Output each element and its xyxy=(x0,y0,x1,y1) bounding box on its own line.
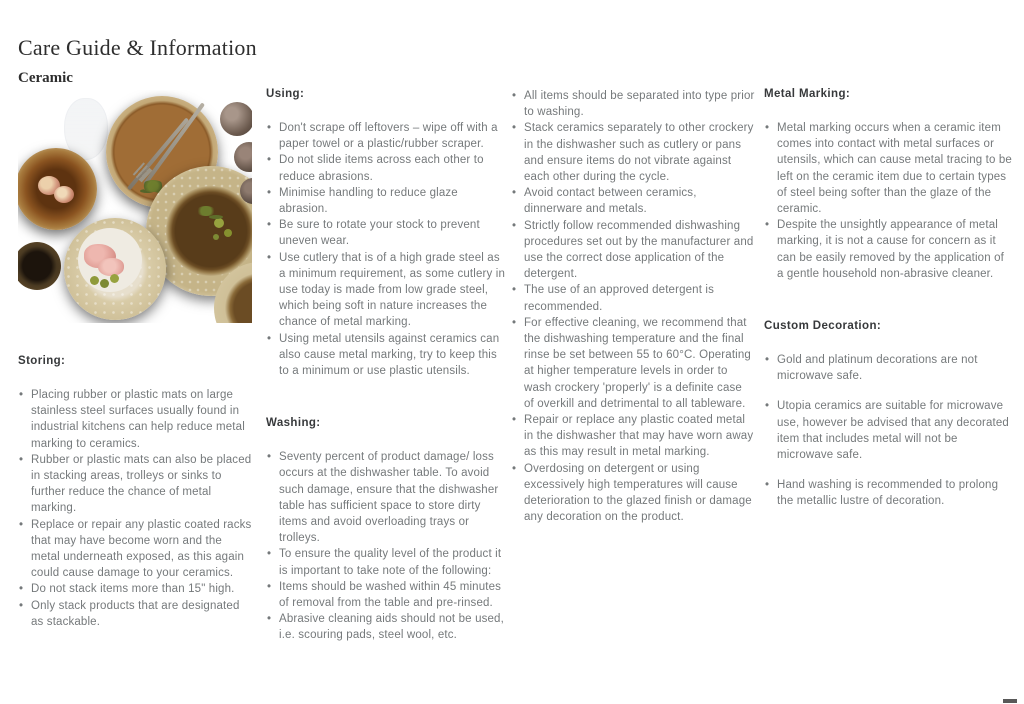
metal-marking-list xyxy=(764,120,1012,282)
herb-garnish xyxy=(196,206,216,216)
using-list xyxy=(266,120,506,379)
bullet-item: • To ensure the quality level of the product it is important to take note of the following: xyxy=(266,546,506,578)
bullet-item: • Hand washing is recommended to prolong the metallic lustre of decoration. xyxy=(764,477,1012,509)
bullet-item: • For effective cleaning, we recommend that the dishwashing temperature and the final rinse be set between 55 to 60°C. Operating at higher temperature levels in order to wash crockery 'properly' is a definite case of overkill and detrimental to all tableware. xyxy=(511,315,755,412)
bullet-item: • Be sure to rotate your stock to prevent uneven wear. xyxy=(266,217,506,249)
metal-pot xyxy=(220,102,252,136)
using-heading: Using: xyxy=(266,88,305,100)
storing-heading: Storing: xyxy=(18,355,66,367)
bullet-item: • Gold and platinum decorations are not microwave safe. xyxy=(764,352,1012,384)
column-washing-continued xyxy=(511,88,755,525)
bullet-item: • Don't scrape off leftovers – wipe off with a paper towel or a plastic/rubber scraper. xyxy=(266,120,506,152)
bullet-item: • Utopia ceramics are suitable for microwave use, however be advised that any decorated item that includes metal will not be microwave safe. xyxy=(764,398,1012,463)
bullet-item: • Use cutlery that is of a high grade steel as a minimum requirement, as some cutlery in use today is made from low grade steel, which being soft in nature increases the chance of metal marking. xyxy=(266,250,506,331)
bullet-item: • Stack ceramics separately to other crockery in the dishwasher such as cutlery or pans and ensure items do not vibrate against each other during the cycle. xyxy=(511,120,755,185)
bullet-item: • Overdosing on detergent or using excessively high temperatures will cause deterioration to the glazed finish or damage any decoration on the product. xyxy=(511,461,755,526)
section-washing xyxy=(266,417,506,643)
bullet-item: • Rubber or plastic mats can also be placed in stacking areas, trolleys or sinks to further reduce the chance of metal marking. xyxy=(18,452,252,517)
bullet-item: • Metal marking occurs when a ceramic item comes into contact with metal surfaces or utensils, which can cause metal tracing to be left on the ceramic item due to certain types of steel being softer than the glaze of the ceramic. xyxy=(764,120,1012,217)
olives xyxy=(214,218,224,228)
section-storing xyxy=(18,355,252,630)
washing-heading: Washing: xyxy=(266,417,321,430)
page-subtitle: Ceramic xyxy=(18,70,73,87)
fig-fruit xyxy=(54,186,74,203)
column-storing xyxy=(18,88,252,630)
bullet-item: • Minimise handling to reduce glaze abrasion. xyxy=(266,185,506,217)
small-dark-bowl xyxy=(18,242,61,290)
bullet-item: • Do not slide items across each other to reduce abrasions. xyxy=(266,152,506,184)
bullet-item: • Abrasive cleaning aids should not be used, i.e. scouring pads, steel wool, etc. xyxy=(266,611,506,643)
page-number-mark xyxy=(1003,699,1017,703)
storing-list xyxy=(18,387,252,630)
bullet-item: • The use of an approved detergent is recommended. xyxy=(511,282,755,314)
bullet-item: • Do not stack items more than 15" high. xyxy=(18,581,252,597)
ceramic-tableware-photo xyxy=(18,90,252,323)
soup-bowl xyxy=(166,186,252,276)
section-using xyxy=(266,88,506,379)
washing-list xyxy=(266,449,506,643)
column-using-washing xyxy=(266,88,506,644)
custom-decoration-heading: Custom Decoration: xyxy=(764,320,882,333)
metal-pot xyxy=(234,142,252,172)
bullet-item: • Replace or repair any plastic coated racks that may have become worn and the metal underneath exposed, as this again could cause damage to your ceramics. xyxy=(18,517,252,582)
bullet-item: • Seventy percent of product damage/ loss occurs at the dishwasher table. To avoid such damage, ensure that the dishwasher table has sufficient space to store dirty items and avoid overloading trays or trolleys. xyxy=(266,449,506,546)
bullet-item: • All items should be separated into type prior to washing. xyxy=(511,88,755,120)
bullet-item: • Repair or replace any plastic coated metal in the dishwasher that may have worn away as this may result in metal marking. xyxy=(511,412,755,461)
bullet-item: • Only stack products that are designated as stackable. xyxy=(18,598,252,630)
washing-continued-list xyxy=(511,88,755,525)
page-title: Care Guide & Information xyxy=(18,34,257,60)
bullet-item: • Avoid contact between ceramics, dinnerware and metals. xyxy=(511,185,755,217)
section-custom-decoration xyxy=(764,320,1012,510)
bullet-item: • Strictly follow recommended dishwashing procedures set out by the manufacturer and use the correct dose application of the detergent. xyxy=(511,218,755,283)
bullet-item: • Items should be washed within 45 minutes of removal from the table and pre-rinsed. xyxy=(266,579,506,611)
bullet-item: • Placing rubber or plastic mats on large stainless steel surfaces usually found in industrial kitchens can help reduce metal marking to ceramics. xyxy=(18,387,252,452)
column-metal-decoration xyxy=(764,88,1012,524)
custom-decoration-list xyxy=(764,352,1012,510)
metal-marking-heading: Metal Marking: xyxy=(764,88,851,100)
section-metal-marking xyxy=(764,88,1012,282)
prosciutto xyxy=(98,258,124,276)
olives xyxy=(90,276,99,285)
bullet-item: • Despite the unsightly appearance of metal marking, it is not a cause for concern as it can be easily removed by the application of a gentle household non-abrasive cleaner. xyxy=(764,217,1012,282)
bullet-item: • Using metal utensils against ceramics can also cause metal marking, try to keep this to a minimum or use plastic utensils. xyxy=(266,331,506,380)
